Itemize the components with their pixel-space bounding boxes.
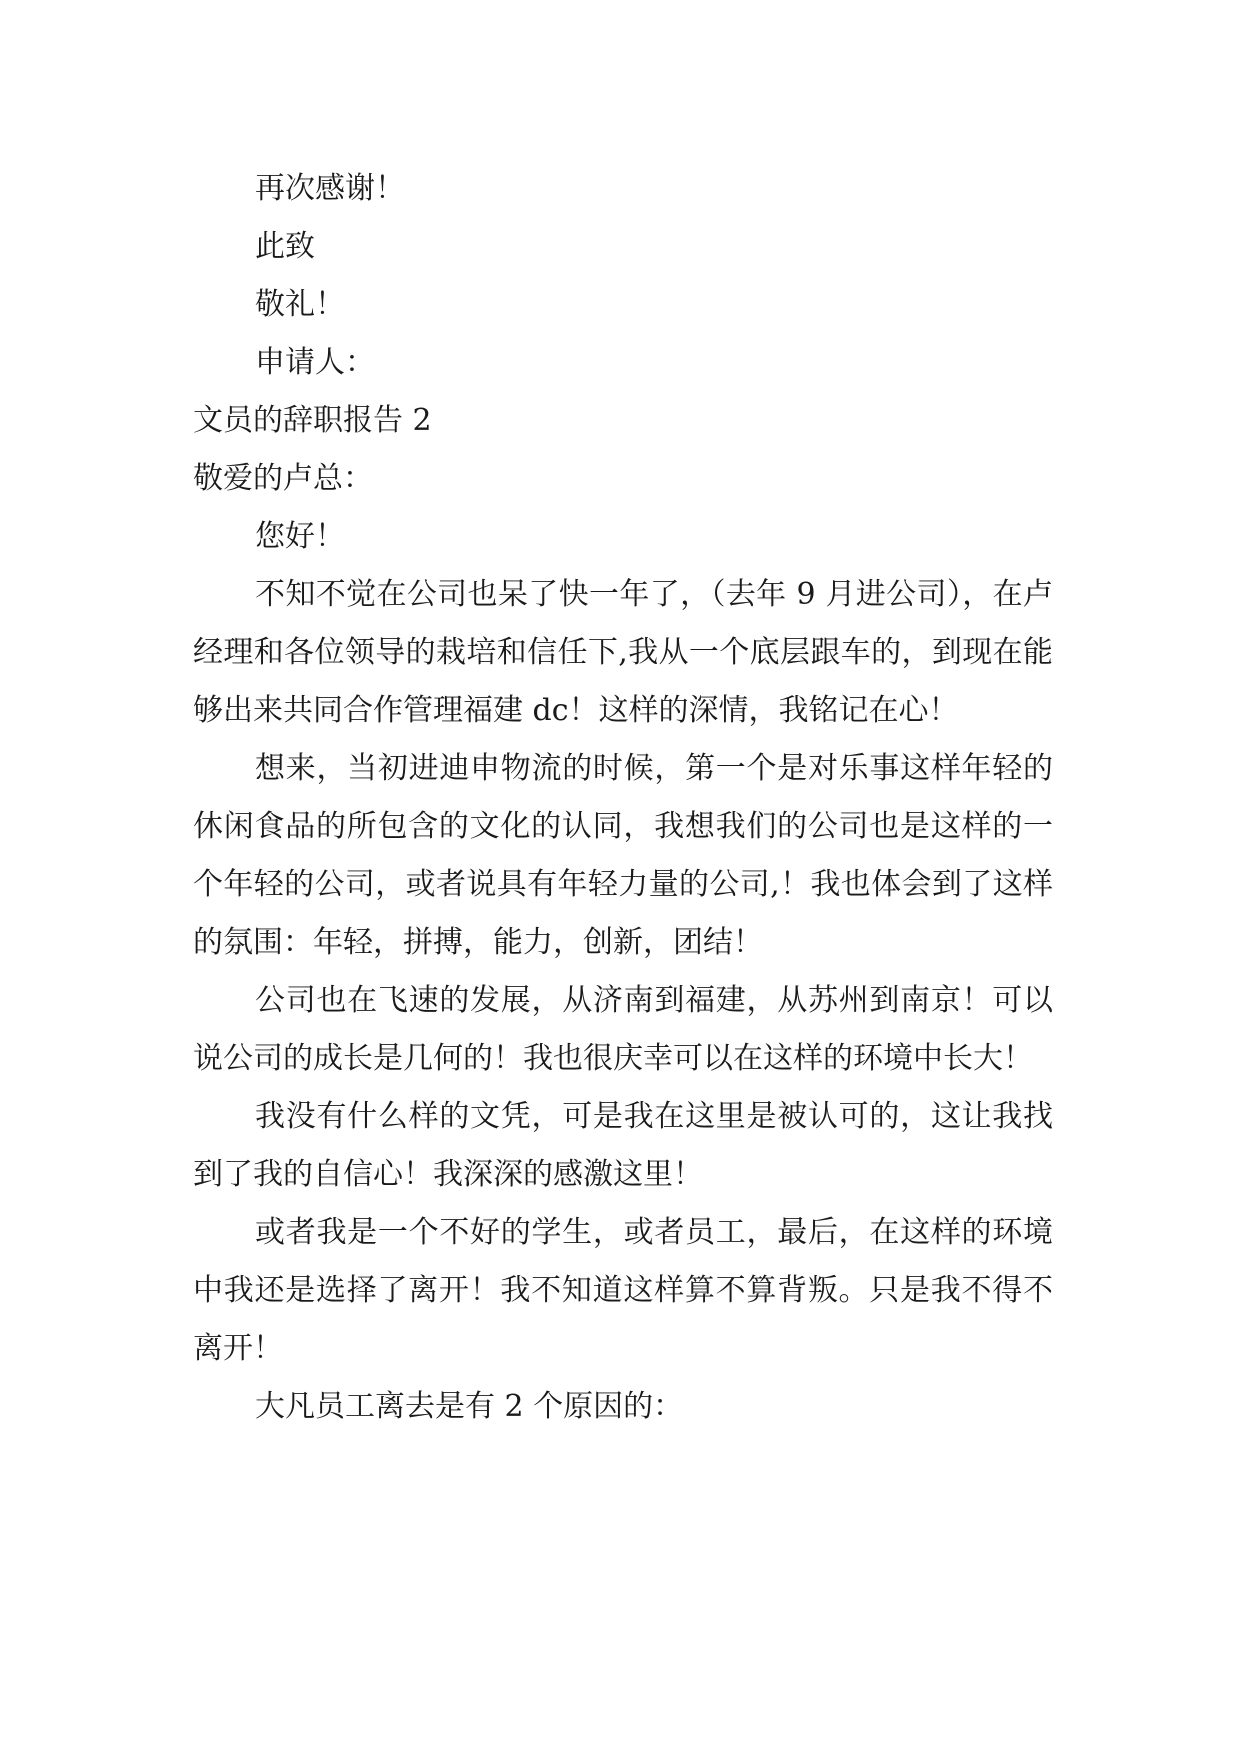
paragraph: 不知不觉在公司也呆了快一年了，（去年 9 月进公司），在卢经理和各位领导的栽培和信任下,我从一个底层跟车的，到现在能够出来共同合作管理福建 dc！这样的深情，我铭记在心！ xyxy=(193,577,1053,728)
paragraph: 或者我是一个不好的学生，或者员工，最后，在这样的环境中我还是选择了离开！我不知道这样算不算背叛。只是我不得不离开！ xyxy=(193,1215,1053,1366)
document-body xyxy=(193,160,1053,1436)
applicant-label: 申请人： xyxy=(255,345,375,380)
closing-thanks: 再次感谢！ xyxy=(255,171,405,206)
greeting: 您好！ xyxy=(255,519,345,554)
closing-cizhi: 此致 xyxy=(255,229,315,264)
salutation: 敬爱的卢总： xyxy=(193,461,373,496)
paragraph: 公司也在飞速的发展，从济南到福建，从苏州到南京！可以说公司的成长是几何的！我也很庆幸可以在这样的环境中长大！ xyxy=(193,983,1053,1076)
paragraph: 想来，当初进迪申物流的时候，第一个是对乐事这样年轻的休闲食品的所包含的文化的认同，我想我们的公司也是这样的一个年轻的公司，或者说具有年轻力量的公司,！我也体会到了这样的氛围：年轻，拼搏，能力，创新，团结！ xyxy=(193,751,1053,960)
closing-jingli: 敬礼！ xyxy=(255,287,345,322)
paragraph: 我没有什么样的文凭，可是我在这里是被认可的，这让我找到了我的自信心！我深深的感激这里！ xyxy=(193,1099,1053,1192)
section-title: 文员的辞职报告 2 xyxy=(193,403,432,438)
paragraph: 大凡员工离去是有 2 个原因的： xyxy=(255,1389,684,1424)
